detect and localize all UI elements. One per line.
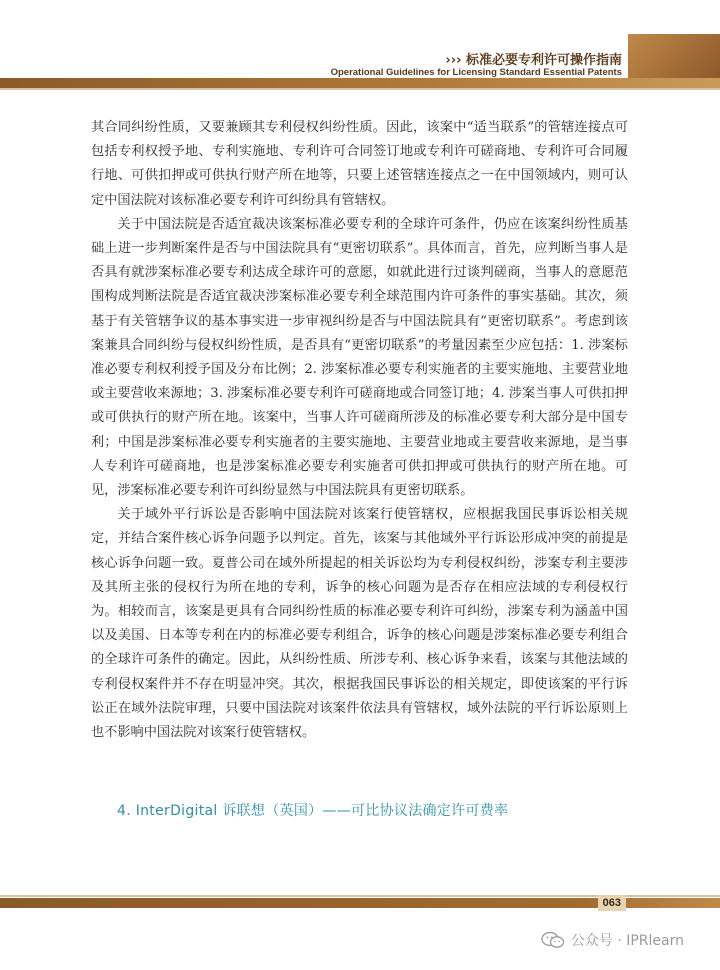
header-title: ››› 标准必要专利许可操作指南 [445,53,622,68]
watermark-text: 公众号 · IPRlearn [570,933,684,949]
wechat-icon [541,931,565,949]
header-rule [0,78,720,88]
paragraph-3: 关于域外平行诉讼是否影响中国法院对该案行使管辖权，应根据我国民事诉讼相关规定，并结合案件核心诉争问题予以判定。首先，该案与其他域外平行诉讼形成冲突的前提是核心诉争问题一致。夏普公司在域外所提起的相关诉讼均为专利侵权纠纷，涉案专利主要涉及其所主张的侵权行为所在地的专利，诉争的核心问题为是否存在相应法域的专利侵权行为。相较而言，该案是更具有合同纠纷性质的标准必要专利许可纠纷，涉案专利为涵盖中国以及美国、日本等专利在内的标准必要专利组合，诉争的核心问题是涉案标准必要专利组合的全球许可条件的确定。因此，从纠纷性质、所涉专利、核心诉争来看，该案与其他法域的专利侵权案件并不存在明显冲突。其次，根据我国民事诉讼的相关规定，即使该案的平行诉讼正在域外法院审理，只要中国法院对该案件依法具有管辖权，域外法院的平行诉讼原则上也不影响中国法院对该案行使管辖权。 [91,507,628,741]
page-number: 063 [598,895,626,911]
header-subtitle: Operational Guidelines for Licensing Standard Essential Patents [330,67,622,78]
section-heading: 4. InterDigital 诉联想（英国）——可比协议法确定许可费率 [117,803,509,819]
page-header [0,0,720,90]
watermark [541,930,684,950]
paragraph-2: 关于中国法院是否适宜裁决该案标准必要专利的全球许可条件，仍应在该案纠纷性质基础上进一步判断案件是否与中国法院具有“更密切联系”。具体而言，首先，应判断当事人是否具有就涉案标准必要专利达成全球许可的意愿，如就此进行过谈判磋商，当事人的意愿范围构成判断法院是否适宜裁决涉案标准必要专利全球范围内许可条件的事实基础。其次，须基于有关管辖争议的基本事实进一步审视纠纷是否与中国法院具有“更密切联系”。考虑到该案兼具合同纠纷与侵权纠纷性质，是否具有“更密切联系”的考量因素至少应包括：1. 涉案标准必要专利权利授予国及分布比例；2. 涉案标准必要专利实施者的主要实施地、主要营业地或主要营收来源地；3. 涉案标准必要专利许可磋商地或合同签订地；4. 涉案当事人可供扣押或可供执行的财产所在地。该案中，当事人许可磋商所涉及的标准必要专利大部分是中国专利；中国是涉案标准必要专利实施者的主要实施地、主要营业地或主要营收来源地，是当事人专利许可磋商地，也是涉案标准必要专利实施者可供扣押或可供执行的财产所在地。可见，涉案标准必要专利许可纠纷显然与中国法院具有更密切联系。 [91,216,628,499]
body-text [91,116,628,745]
paragraph-1: 其合同纠纷性质，又要兼顾其专利侵权纠纷性质。因此，该案中“适当联系”的管辖连接点可包括专利权授予地、专利实施地、专利许可合同签订地或专利许可磋商地、专利许可合同履行地、可供扣押或可供执行财产所在地等，只要上述管辖连接点之一在中国领域内，则可认定中国法院对该标准必要专利许可纠纷具有管辖权。 [91,120,628,208]
